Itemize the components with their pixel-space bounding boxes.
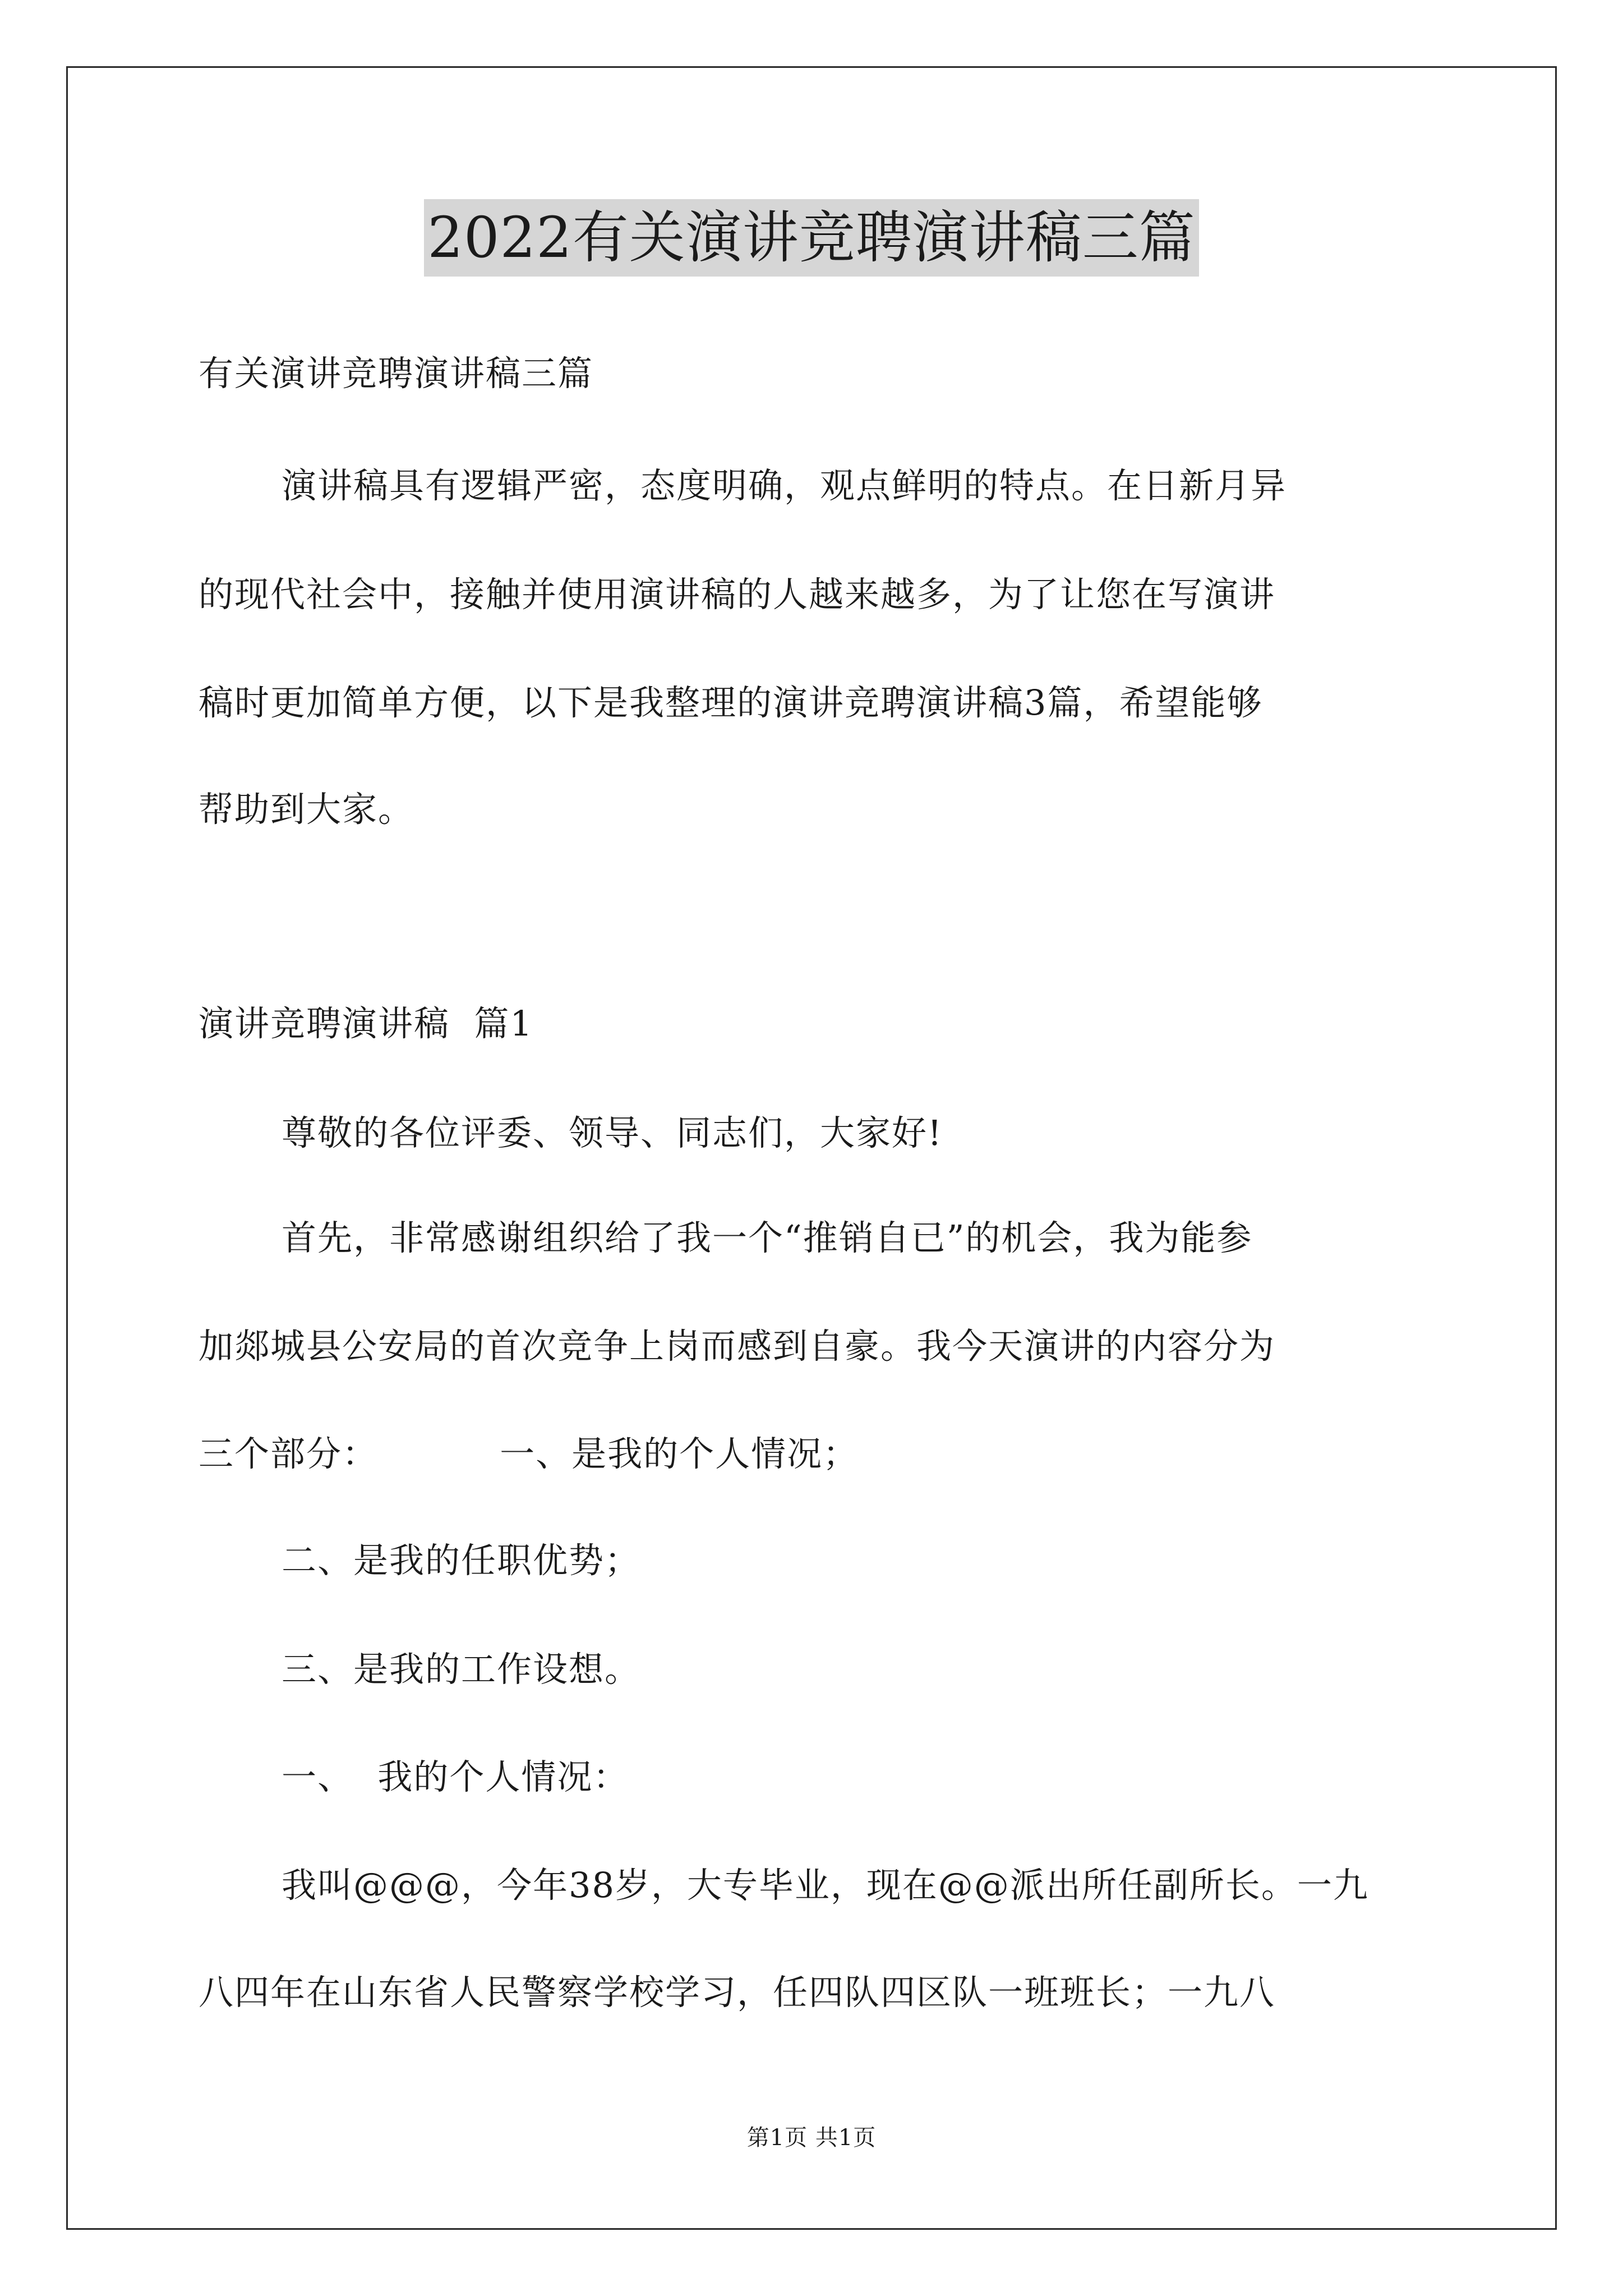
paragraph-line: 演讲稿具有逻辑严密，态度明确，观点鲜明的特点。在日新月异 [282,465,1287,506]
paragraph-line: 我叫@@@，今年38岁，大专毕业，现在@@派出所任副所长。一九 [282,1865,1369,1906]
title-container [0,199,1623,277]
subtitle-line: 有关演讲竞聘演讲稿三篇 [199,353,594,394]
paragraph-line: 八四年在山东省人民警察学校学习，任四队四区队一班班长；一九八 [199,1972,1276,2013]
page-footer: 第1页 共1页 [746,2125,877,2151]
paragraph-line: 三个部分： 一、是我的个人情况； [199,1433,859,1474]
section-heading: 演讲竞聘演讲稿 篇1 [199,1003,533,1044]
paragraph-line: 三、是我的工作设想。 [282,1649,641,1690]
paragraph-line: 加郯城县公安局的首次竞争上岗而感到自豪。我今天演讲的内容分为 [199,1326,1276,1366]
document-title: 2022有关演讲竞聘演讲稿三篇 [424,199,1199,277]
paragraph-line: 稿时更加简单方便，以下是我整理的演讲竞聘演讲稿3篇，希望能够 [199,682,1263,723]
paragraph-line: 尊敬的各位评委、领导、同志们，大家好! [282,1112,943,1153]
paragraph-line: 帮助到大家。 [199,789,414,830]
paragraph-line: 一、 我的个人情况： [282,1756,629,1797]
paragraph-line: 二、是我的任职优势； [282,1540,641,1581]
paragraph-line: 首先，非常感谢组织给了我一个“推销自已”的机会，我为能参 [282,1217,1253,1258]
paragraph-line: 的现代社会中，接触并使用演讲稿的人越来越多，为了让您在写演讲 [199,574,1276,615]
